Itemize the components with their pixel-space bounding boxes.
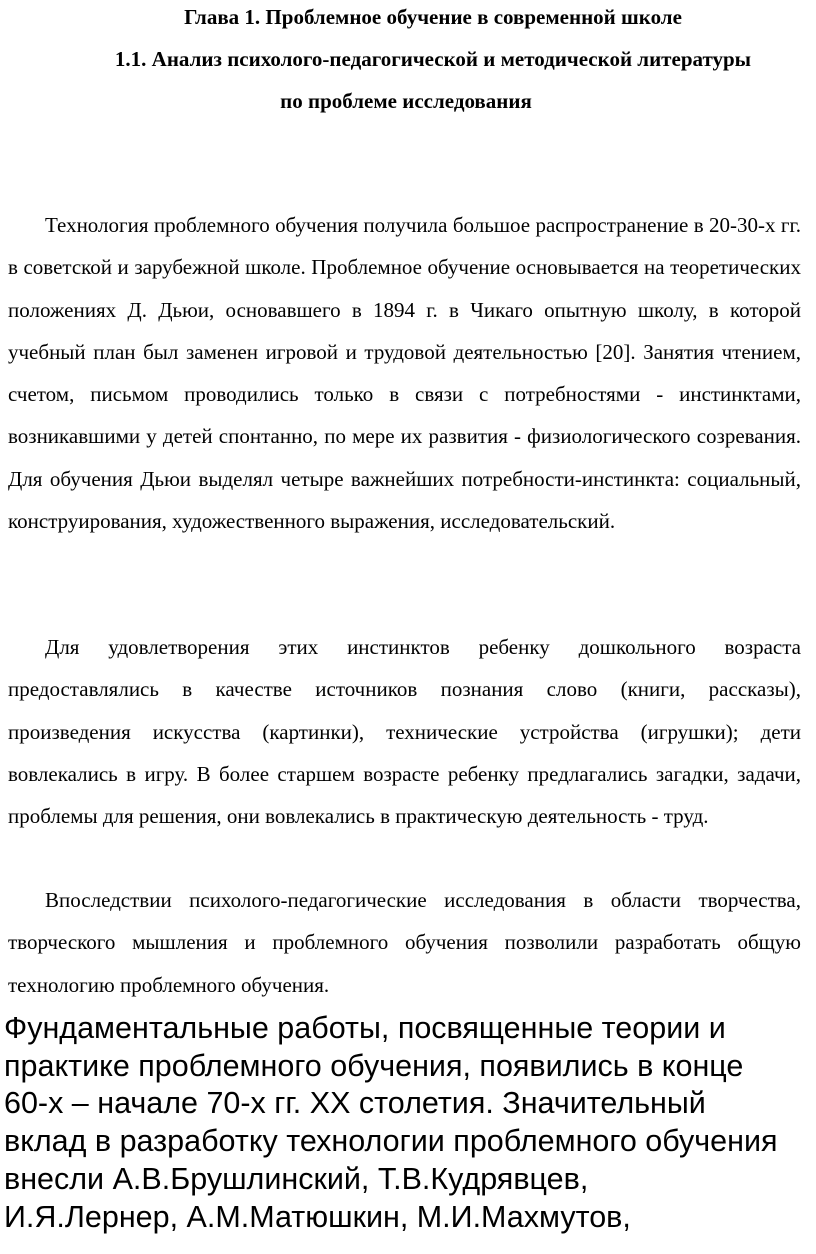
paragraph-4-line: 60-х – начале 70-х гг. XX столетия. Значительный — [4, 1086, 706, 1121]
paragraph-4 — [4, 1010, 816, 1236]
paragraph-1 — [8, 204, 801, 542]
paragraph-4-line: Фундаментальные работы, посвященные теории и — [4, 1011, 726, 1045]
section-title-line1: 1.1. Анализ психолого-педагогической и методической литературы — [114, 47, 752, 71]
paragraph-4-line: И.Я.Лернер, А.М.Матюшкин, М.И.Махмутов, — [4, 1199, 631, 1234]
paragraph-4-line: вклад в разработку технологии проблемного обучения — [4, 1124, 778, 1159]
chapter-title: Глава 1. Проблемное обучение в современной школе — [184, 5, 682, 29]
paragraph-3-text: Впоследствии психолого-педагогические исследования в области творчества, творческого мышления и проблемного обучения позволили разработать общую технологию проблемного обучения. — [8, 888, 801, 997]
paragraph-4-line: практике проблемного обучения, появились в конце — [4, 1048, 744, 1083]
paragraph-1-text: Технология проблемного обучения получила большое распространение в 20-30-х гг. в советской и зарубежной школе. Проблемное обучение основывается на теоретических положениях Д. Дьюи, основавшего в 1894 г. в Чикаго опытную школу, в которой учебный план был заменен игровой и трудовой деятельностью [20]. Занятия чтением, счетом, письмом проводились только в связи с потребностями - инстинктами, возникавшими у детей спонтанно, по мере их развития - физиологического созревания. Для обучения Дьюи выделял четыре важнейших потребности-инстинкта: социальный, конструирования, художественного выражения, исследовательский. — [8, 213, 801, 534]
paragraph-4-line: внесли А.В.Брушлинский, Т.В.Кудрявцев, — [4, 1161, 589, 1196]
paragraph-2 — [8, 626, 801, 837]
paragraph-3 — [8, 879, 801, 1006]
section-title-line2: по проблеме исследования — [280, 89, 532, 113]
paragraph-2-text: Для удовлетворения этих инстинктов ребенку дошкольного возраста предоставлялись в качестве источников познания слово (книги, рассказы), произведения искусства (картинки), технические устройства (игрушки); дети вовлекались в игру. В более старшем возрасте ребенку предлагались загадки, задачи, проблемы для решения, они вовлекались в практическую деятельность - труд. — [8, 635, 801, 829]
